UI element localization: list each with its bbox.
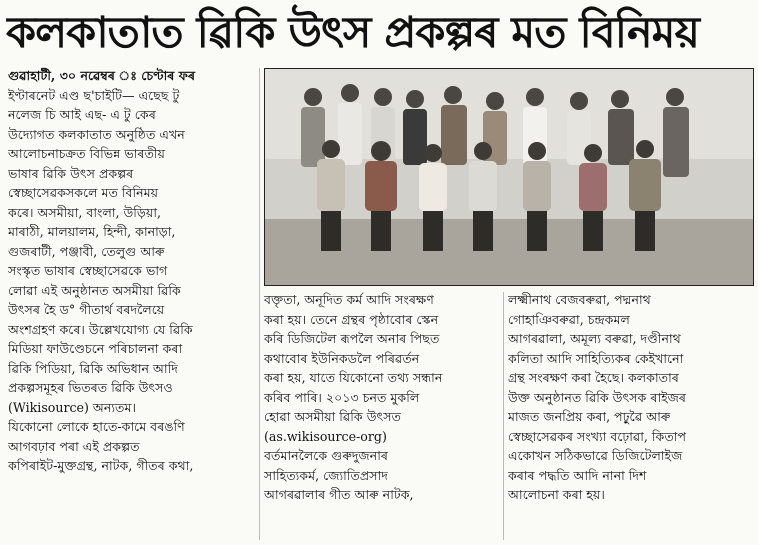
article-line: কৰাৰ পদ্ধতি আদি নানা দিশ — [508, 467, 647, 483]
article-line: প্ৰকল্পসমূহৰ ভিতৰত ৱিকি উৎসও — [8, 380, 173, 395]
article-line: মিডিয়া ফাউণ্ডেচনে পৰিচালনা কৰা — [8, 341, 183, 356]
column-divider — [259, 68, 260, 540]
article-column-1 — [8, 66, 256, 542]
article-column-2 — [264, 290, 499, 542]
article-line: মাৰাঠী, মালয়ালম, হিন্দী, কানাড়া, — [8, 224, 176, 239]
article-line: কৰা হয়, যাতে যিকোনো তথ্য সন্ধান — [264, 370, 443, 385]
article-line: লোৱা এই অনুষ্ঠানত অসমীয়া ৱিকি — [8, 282, 181, 298]
article-line: আগবঢ়াব পৰা এই প্ৰকল্পত — [8, 438, 140, 454]
article-line: আলোচনাচক্ৰত বিভিন্ন ভাৰতীয় — [8, 146, 165, 161]
article-line: বক্তৃতা, অনূদিত কৰ্ম আদি সংৰক্ষণ — [264, 292, 434, 307]
article-line: ৱিকি পিডিয়া, ৱিকি অভিধান আদি — [8, 360, 178, 376]
article-line: কপিৰাইট-মুক্তগ্ৰন্থ, নাটক, গীতৰ কথা, — [8, 458, 194, 473]
group-photo-image — [265, 69, 753, 285]
article-line: (Wikisource) অন্যতম। — [8, 399, 136, 415]
article-line: হোৱা অসমীয়া ৱিকি উৎসত — [264, 409, 401, 424]
article-line: উদ্যোগত কলকাতাত অনুষ্ঠিত এখন — [8, 126, 185, 142]
article-line: মাজত জনপ্ৰিয় কৰা, পঢ়ুৱৈ আৰু — [508, 409, 671, 424]
article-line: লক্ষ্মীনাথ বেজবৰুৱা, পদ্মনাথ — [508, 292, 651, 307]
article-line: একোখন সঠিকভাৱে ডিজিটেলাইজ — [508, 448, 683, 463]
article-line: কৰি ডিজিটেল ৰূপলৈ অনাৰ পিছত — [264, 331, 440, 346]
group-photo — [264, 68, 754, 286]
article-line: কলিতা আদি সাহিত্যিকৰ কেইখানো — [508, 350, 684, 366]
article-line: নলেজ চি আই এছ- এ টু কেৰ — [8, 107, 156, 122]
article-line: উক্ত অনুষ্ঠানত ৱিকি উৎসক ৰাইজৰ — [508, 389, 687, 405]
article-line: কৰে। অসমীয়া, বাংলা, উড়িয়া, — [8, 204, 161, 220]
article-line: আগৰৱালা, অমূল্য বৰুৱা, দণ্ডীনাথ — [508, 331, 681, 346]
article-line: উৎসৰ হৈ ড° গীতাৰ্থ বৰদলৈয়ে — [8, 302, 165, 317]
article-line: ইণ্টাৰনেট এণ্ড ছ'চাইটি— এছেছ টু — [8, 87, 180, 103]
article-line: গুজৰাটী, পঞ্জাবী, তেলুগু আৰু — [8, 243, 165, 259]
article-line: সাহিত্যকৰ্ম, জ্যোতিপ্ৰসাদ — [264, 467, 388, 483]
article-line: কথাবোৰ ইউনিকডলৈ পৰিৱৰ্তন — [264, 350, 420, 366]
article-line: আলোচনা কৰা হয়। — [508, 487, 605, 502]
article-column-3 — [508, 290, 751, 542]
article-line: আগৰৱালাৰ গীত আৰু নাটক, — [264, 487, 414, 502]
headline: কলকাতাত ৱিকি উৎস প্ৰকল্পৰ মত বিনিময় — [6, 8, 699, 58]
article-line: স্বেচ্ছাসেৱকসকলে মত বিনিময় — [8, 185, 159, 200]
article-line: সংস্কৃত ভাষাৰ স্বেচ্ছাসেৱকে ভাগ — [8, 263, 168, 278]
article-line: কৰিব পাৰি। ২০১৩ চনত মুকলি — [264, 389, 420, 405]
article-line: (as.wikisource-org) — [264, 428, 387, 444]
article-line: গোহাঞিবৰুৱা, চন্দ্ৰকমল — [508, 311, 630, 327]
article-line: ভাষাৰ ৱিকি উৎস প্ৰকল্পৰ — [8, 165, 134, 181]
dateline: গুৱাহাটী, ৩০ নৱেম্বৰ ঃ চেণ্টাৰ ফৰ — [8, 68, 196, 83]
article-line: যিকোনো লোকে হাতে-কামে বৰঙণি — [8, 419, 185, 434]
article-line: স্বেচ্ছাসেৱকৰ সংখ্যা বঢ়োৱা, কিতাপ — [508, 428, 686, 444]
article-line: অংশগ্ৰহণ কৰে। উল্লেখযোগ্য যে ৱিকি — [8, 321, 193, 337]
article-line: বৰ্তমানলৈকে গুৰুদুজনাৰ — [264, 448, 388, 463]
column-divider — [503, 292, 504, 540]
article-line: গ্ৰন্থ সংৰক্ষণ কৰা হৈছে। কলকাতাৰ — [508, 370, 679, 385]
article-line: কৰা হয়। তেনে গ্ৰন্থৰ পৃষ্ঠাবোৰ স্কেন — [264, 311, 439, 327]
